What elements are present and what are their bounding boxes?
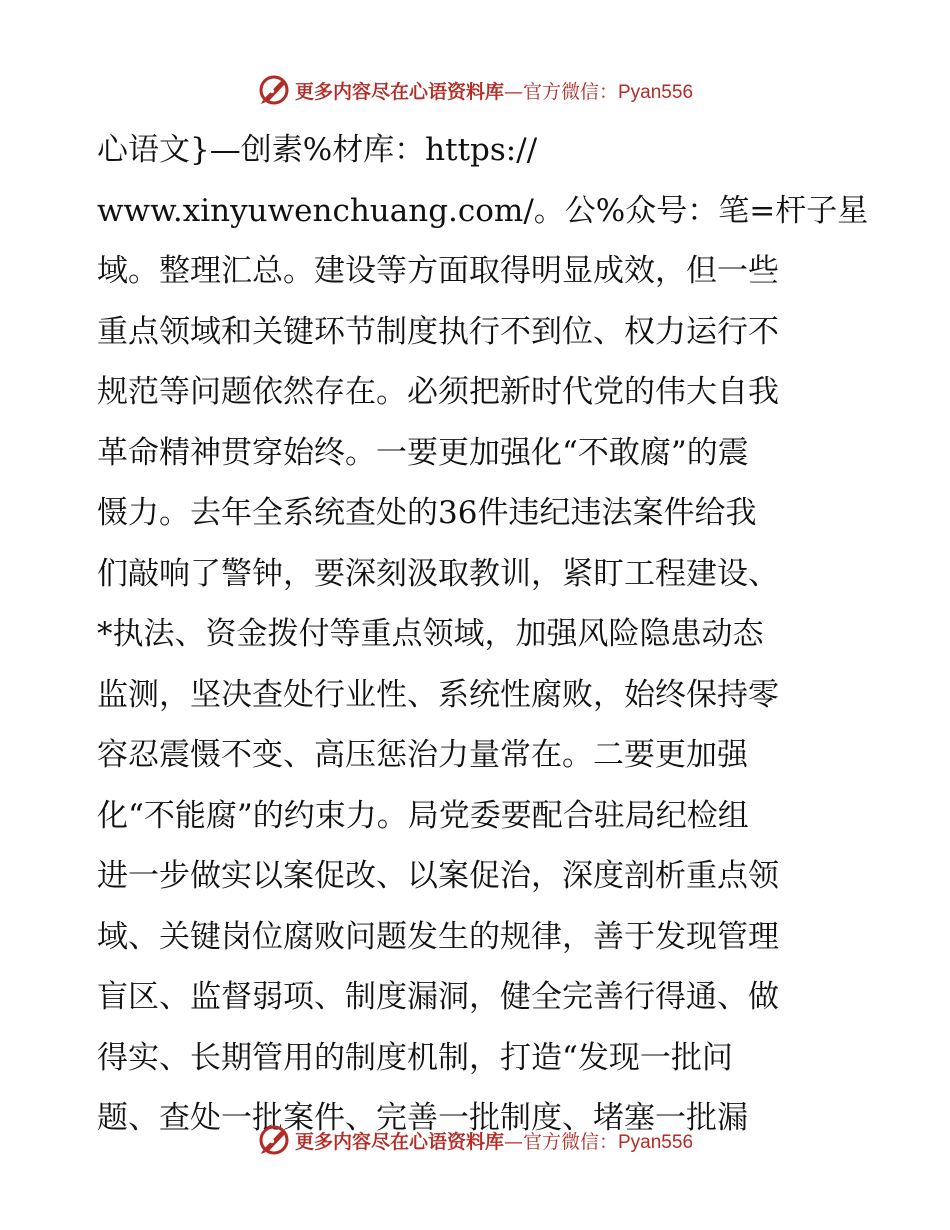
header-banner-text	[295, 77, 693, 104]
document-line: 得实、长期管用的制度机制，打造“发现一批问	[97, 1039, 733, 1076]
header-banner	[0, 70, 950, 110]
header-banner-contact-label: 官方微信：	[522, 80, 618, 103]
document-line: 域。整理汇总。建设等方面取得明显成效，但一些	[97, 253, 779, 289]
document-line: 们敲响了警钟，要深刻汲取教训，紧盯工程建设、	[97, 555, 779, 592]
document-line: 化“不能腐”的约束力。局党委要配合驻局纪检组	[97, 797, 749, 834]
document-line: 监测，坚决查处行业性、系统性腐败，始终保持零	[97, 676, 779, 713]
footer-banner-slogan: 更多内容尽在心语资料库	[294, 1130, 504, 1153]
pen-circle-logo-icon	[257, 1123, 291, 1157]
footer-banner-contact-id: Pyan556	[618, 1131, 694, 1153]
header-banner-dash: —	[503, 80, 523, 103]
document-line: *执法、资金拨付等重点领域，加强风险隐患动态	[97, 616, 764, 652]
document-line: 心语文}—创素%材库：https://	[97, 132, 538, 168]
document-line: 容忍震慑不变、高压惩治力量常在。二要更加强	[97, 737, 748, 773]
document-line: 盲区、监督弱项、制度漏洞，健全完善行得通、做	[97, 979, 779, 1015]
document-line: 题、查处一批案件、完善一批制度、堵塞一批漏	[97, 1100, 748, 1136]
document-line: 革命精神贯穿始终。一要更加强化“不敢腐”的震	[97, 434, 749, 471]
footer-banner	[0, 1120, 950, 1160]
header-banner-slogan: 更多内容尽在心语资料库	[294, 80, 504, 103]
document-line: 重点领域和关键环节制度执行不到位、权力运行不	[97, 313, 779, 350]
document-line: 慑力。去年全系统查处的36件违纪违法案件给我	[97, 495, 757, 531]
document-line: www.xinyuwenchuang.com/。公%众号：笔=杆子星	[97, 192, 869, 229]
footer-banner-text	[295, 1127, 693, 1154]
pen-circle-logo-icon	[257, 73, 291, 107]
header-banner-contact-id: Pyan556	[618, 81, 694, 103]
document-line: 进一步做实以案促改、以案促治，深度剖析重点领	[97, 858, 779, 894]
document-line: 规范等问题依然存在。必须把新时代党的伟大自我	[97, 374, 779, 410]
footer-banner-dash: —	[503, 1130, 523, 1153]
document-body	[97, 120, 869, 1149]
document-line: 域、关键岗位腐败问题发生的规律，善于发现管理	[97, 918, 779, 955]
footer-banner-contact-label: 官方微信：	[522, 1130, 618, 1153]
